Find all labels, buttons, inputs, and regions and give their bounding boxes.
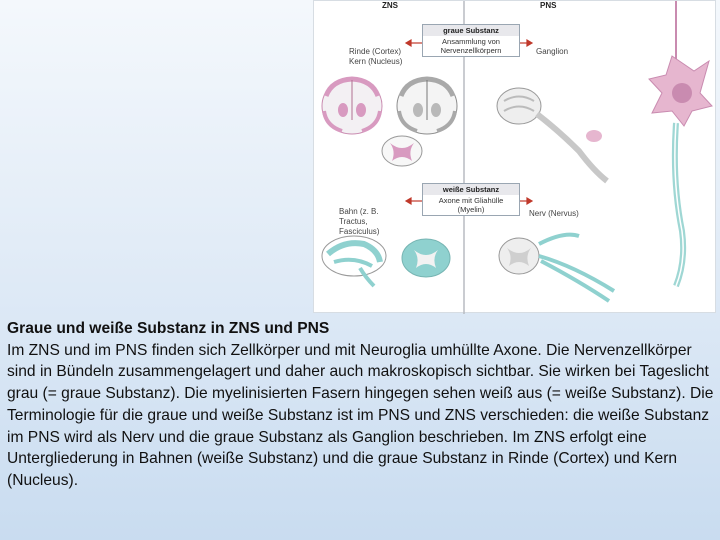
caption bbox=[7, 318, 715, 492]
caption-body: Im ZNS und im PNS finden sich Zellkörper und mit Neuroglia umhüllte Axone. Die Nervenzellkörper sind in Bündeln zusammengelagert und daher auch makroskopisch sichtbar. Sie wirken bei Tageslicht grau (= graue Substanz). Die myelinisierten Fasern hingegen sehen weiß aus (= weiße Substanz). Die Terminologie für die graue und weiße Substanz ist im PNS und ZNS verschieden: die weiße Substanz im PNS wird als Nerv und die graue Substanz als Ganglion beschrieben. Im ZNS erfolgt eine Untergliederung in Bahnen (weiße Substanz) und die graue Substanz in Rinde (Cortex) und Kern (Nucleus). bbox=[7, 341, 714, 489]
white-substance-box bbox=[422, 183, 520, 216]
bahn-label: Bahn (z. B. Tractus, Fasciculus) bbox=[339, 207, 380, 236]
brain-section-pink bbox=[322, 78, 382, 134]
gray-box-title: graue Substanz bbox=[423, 25, 519, 36]
zns-heading: ZNS bbox=[382, 1, 398, 10]
nerve-illustration bbox=[499, 235, 614, 301]
spinal-cord-white-section bbox=[402, 239, 450, 277]
nerv-label: Nerv (Nervus) bbox=[529, 209, 579, 218]
white-box-description: Axone mit Gliahülle (Myelin) bbox=[438, 196, 504, 214]
spinal-cord-section bbox=[382, 136, 422, 166]
rinde-label: Rinde (Cortex) Kern (Nucleus) bbox=[349, 47, 403, 66]
ganglion-label: Ganglion bbox=[536, 47, 569, 56]
white-box-title: weiße Substanz bbox=[423, 184, 519, 195]
ganglion-illustration bbox=[497, 88, 607, 181]
pns-heading: PNS bbox=[540, 1, 557, 10]
caption-title: Graue und weiße Substanz in ZNS und PNS bbox=[7, 320, 330, 337]
neuron-illustration bbox=[649, 1, 712, 286]
brain-sagittal-section bbox=[322, 236, 386, 286]
brain-section-gray bbox=[397, 78, 457, 134]
gray-box-description: Ansammlung von Nervenzellkörpern bbox=[440, 37, 502, 55]
gray-substance-box bbox=[422, 24, 520, 57]
figure-panel bbox=[313, 0, 716, 313]
